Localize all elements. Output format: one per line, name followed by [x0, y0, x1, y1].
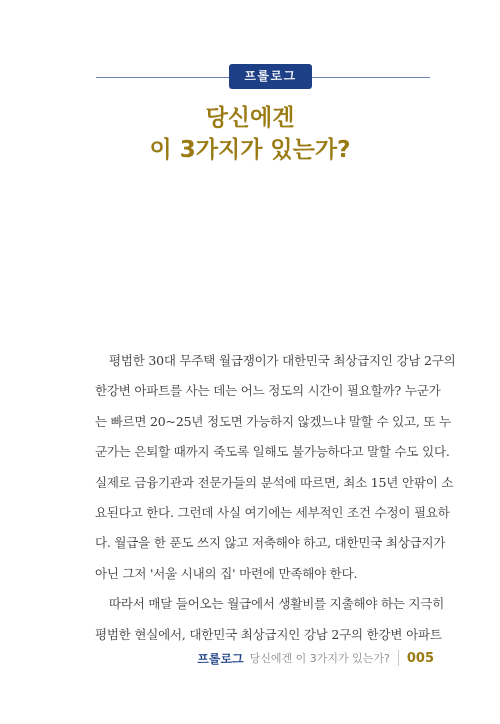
- section-badge: 프롤로그: [229, 64, 312, 89]
- body-line: 평범한 30대 무주택 월급쟁이가 대한민국 최상급지인 강남 2구의: [109, 353, 456, 368]
- chapter-title-line-2: 이 3가지가 있는가?: [149, 137, 351, 163]
- page-footer: [197, 648, 434, 668]
- body-line: 군가는 은퇴할 때까지 죽도록 일해도 불가능하다고 말할 수도 있다.: [95, 444, 450, 460]
- chapter-title-line-1: 당신에겐: [205, 105, 295, 131]
- body-line: 한강변 아파트를 사는 데는 어느 정도의 시간이 필요할까? 누군가: [95, 383, 441, 399]
- body-line: 평범한 현실에서, 대한민국 최상급지인 강남 2구의 한강변 아파트: [95, 626, 442, 642]
- footer-section: 프롤로그: [197, 651, 244, 666]
- body-line: 아닌 그저 '서울 시내의 집' 마련에 만족해야 한다.: [95, 565, 358, 581]
- page-number: 005: [406, 650, 434, 666]
- footer-divider: [398, 650, 399, 666]
- body-line: 는 빠르면 20~25년 정도면 가능하지 않겠느냐 말할 수 있고, 또 누: [95, 413, 451, 429]
- body-line: 요된다고 한다. 그런데 사실 여기에는 세부적인 조건 수정이 필요하: [95, 504, 450, 520]
- body-line: 따라서 매달 들어오는 월급에서 생활비를 지출해야 하는 지극히: [109, 596, 445, 612]
- chapter-title: [0, 102, 500, 166]
- footer-title: 당신에겐 이 3가지가 있는가?: [249, 652, 390, 665]
- body-line: 실제로 금융기관과 전문가들의 분석에 따르면, 최소 15년 안팎이 소: [95, 474, 454, 490]
- body-text: [95, 346, 456, 650]
- body-line: 다. 월급을 한 푼도 쓰지 않고 저축해야 하고, 대한민국 최상급지가: [95, 535, 446, 551]
